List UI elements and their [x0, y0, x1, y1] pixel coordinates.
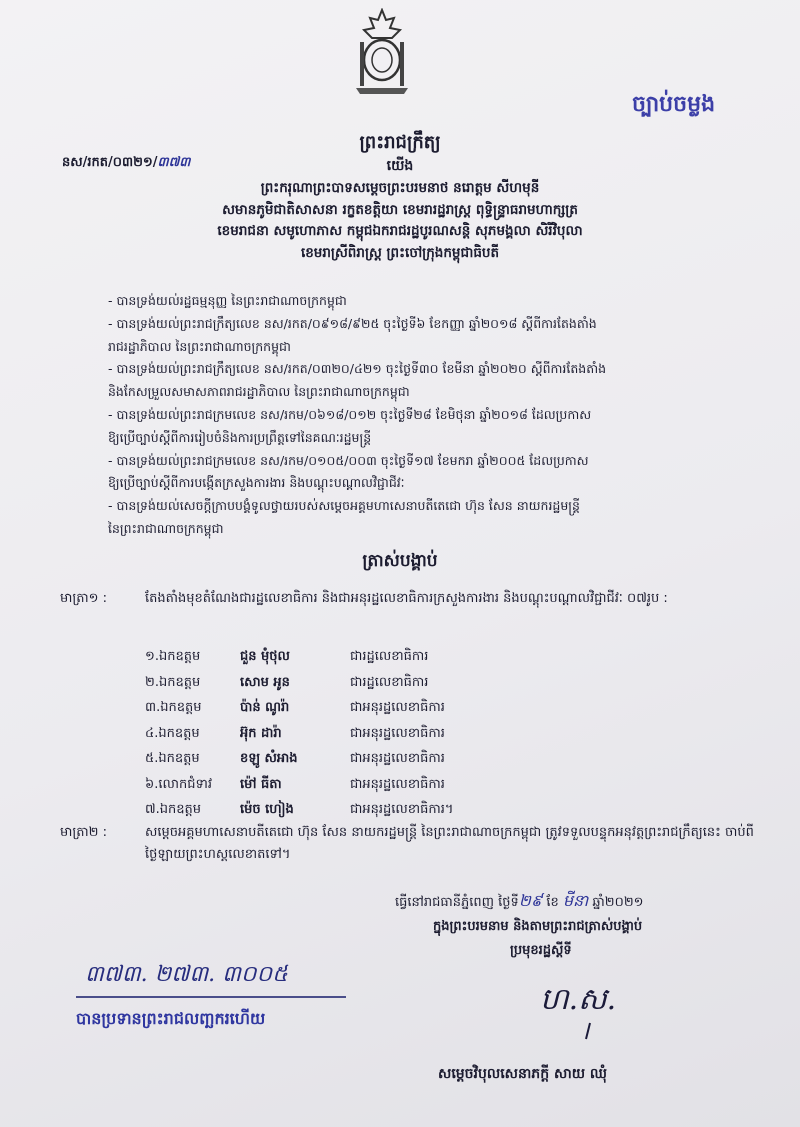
document-title: ព្រះរាជក្រឹត្យ	[359, 132, 441, 153]
king-line: ព្រះករុណាព្រះបាទសម្តេចព្រះបរមនាថ នរោត្តម សីហមុនី	[260, 180, 540, 196]
appointee-row	[145, 648, 453, 674]
reference-printed: នស/រកត/០៣២១/	[62, 155, 158, 170]
king-title-block	[0, 178, 800, 264]
copy-stamp: ច្បាប់ចម្លង	[632, 92, 716, 117]
appointee-title: ៥.ឯកឧត្តម	[145, 751, 200, 766]
appointee-position: ជាអនុរដ្ឋលេខាធិការ	[350, 725, 445, 741]
king-line: ខេមរាស្រីពិរាស្ត្រ ព្រះចៅក្រុងកម្ពុជាធិបតី	[300, 244, 500, 261]
visa-item: នៃព្រះរាជាណាចក្រកម្ពុជា	[108, 520, 224, 536]
visa-item: - បានទ្រង់យល់រដ្ឋធម្មនុញ្ញ នៃព្រះរាជាណាចក្រកម្ពុជា	[108, 293, 347, 308]
appointee-name: ម៉ៅ ធីតា	[240, 776, 282, 792]
appointee-title: ៦.លោកជំទាវ	[145, 776, 212, 792]
appointee-position: ជាអនុរដ្ឋលេខាធិការ	[350, 751, 445, 766]
article-text: តែងតាំងមុខតំណែងជារដ្ឋលេខាធិការ និងជាអនុរដ្ឋលេខាធិការក្រសួងការងារ និងបណ្តុះបណ្តាលវិជ្ជាជីវៈ ០៧រូប :	[145, 591, 668, 606]
appointee-row	[145, 699, 453, 725]
article-2	[60, 822, 780, 862]
appointee-position: ជាអនុរដ្ឋលេខាធិការ	[350, 700, 445, 715]
article-1	[60, 588, 780, 610]
visa-item: ឱ្យប្រើច្បាប់ស្តីពីការរៀបចំនិងការប្រព្រឹត្តទៅនៃគណៈរដ្ឋមន្ត្រី	[108, 429, 372, 445]
handwritten-signature: ហ.ស.	[540, 982, 617, 1017]
handwritten-registry-number: ៣៧៣. ២៧៣. ៣០០៥	[85, 962, 288, 987]
appointee-row	[145, 776, 453, 802]
appointee-name: ម៉េច ហៀង	[240, 802, 294, 817]
appointee-row	[145, 725, 453, 751]
visa-item: - បានទ្រង់យល់ព្រះរាជក្រមលេខ នស/រកម/០១០៥/០០៣ ចុះថ្ងៃទី១៧ ខែមករា ឆ្នាំ២០០៥ ដែលប្រកាស	[108, 452, 589, 468]
visa-item: រាជរដ្ឋាភិបាល នៃព្រះរាជាណាចក្រកម្ពុជា	[108, 338, 291, 354]
visa-item: - បានទ្រង់យល់ព្រះរាជក្រមលេខ នស/រកម/០៦១៨/០១២ ចុះថ្ងៃទី២៨ ខែមិថុនា ឆ្នាំ២០១៨ ដែលប្រកាស	[108, 406, 592, 422]
article-text: សម្តេចអគ្គមហាសេនាបតីតេជោ ហ៊ុន សែន នាយករដ្ឋមន្ត្រី នៃព្រះរាជាណាចក្រកម្ពុជា ត្រូវទទួលបន្ទុកអនុវត្តព្រះរាជក្រឹត្យនេះ ចាប់ពីថ្ងៃឡាយព្រះហស្តលេខាតទៅ។	[145, 825, 754, 862]
authority-line: ក្នុងព្រះបរមនាម និងតាមព្រះរាជត្រាស់បង្គាប់	[433, 919, 643, 934]
appointee-row	[145, 674, 453, 700]
visa-list	[108, 290, 788, 541]
month-prefix: ខែ	[542, 895, 563, 910]
date-line	[395, 890, 644, 914]
acting-head-line: ប្រមុខរដ្ឋស្តីទី	[510, 943, 572, 958]
appointee-title: ២.ឯកឧត្តម	[145, 674, 201, 690]
appointee-position: ជារដ្ឋលេខាធិការ	[350, 674, 429, 690]
appointee-name: អ៊ុក ដារ៉ា	[240, 725, 282, 741]
appointee-title: ៤.ឯកឧត្តម	[145, 725, 200, 741]
date-prefix: ធ្វើនៅរាជធានីភ្នំពេញ ថ្ងៃទី	[395, 895, 519, 910]
yoeng-heading: យើង	[386, 158, 414, 174]
appointee-list	[145, 648, 453, 827]
signer-name: សម្តេចវិបុលសេនាភក្តី សាយ ឈុំ	[438, 1066, 608, 1082]
decree-heading: ត្រាស់បង្គាប់	[362, 551, 438, 571]
appointee-title: ១.ឯកឧត្តម	[145, 649, 201, 664]
visa-item: និងកែសម្រួលសមាសភាពរាជរដ្ឋាភិបាល នៃព្រះរាជាណាចក្រកម្ពុជា	[108, 384, 410, 400]
appointee-name: ខឡូ សំអាង	[240, 751, 298, 766]
visa-item: - បានទ្រង់យល់ព្រះរាជក្រឹត្យលេខ នស/រកត/០៣២០/៤២១ ចុះថ្ងៃទី៣០ ខែមីនា ឆ្នាំ២០២០ ស្តីពីការតែងតាំង	[108, 361, 607, 377]
appointee-title: ៧.ឯកឧត្តម	[145, 802, 202, 817]
date-day-handwritten: ២៩	[518, 891, 543, 910]
visa-item: ឱ្យប្រើច្បាប់ស្តីពីការបង្កើតក្រសួងការងារ និងបណ្តុះបណ្តាលវិជ្ជាជីវៈ	[108, 475, 405, 491]
article-label: មាត្រា១ :	[60, 591, 107, 606]
appointee-position: ជាអនុរដ្ឋលេខាធិការ។	[350, 802, 454, 817]
appointee-row	[145, 750, 453, 776]
appointee-name: ប៉ាន់ ណូរ៉ា	[240, 700, 290, 715]
date-year: ឆ្នាំ២០២១	[588, 895, 644, 910]
visa-item: - បានទ្រង់យល់ព្រះរាជក្រឹត្យលេខ នស/រកត/០៩១៨/៩២៥ ចុះថ្ងៃទី៦ ខែកញ្ញា ឆ្នាំ២០១៨ ស្តីពីការតែងតាំង	[108, 315, 597, 331]
appointee-position: ជារដ្ឋលេខាធិការ	[350, 649, 429, 664]
appointee-position: ជាអនុរដ្ឋលេខាធិការ	[350, 776, 445, 792]
king-line: សមានភូមិជាតិសាសនា រក្ខតខត្តិយា ខេមរារដ្ឋរាស្ត្រ ពុទ្ធិន្ទ្រាធរាមហាក្សត្រ	[222, 201, 578, 218]
appointee-name: សោម អូន	[240, 674, 290, 690]
visa-item: - បានទ្រង់យល់សេចក្តីក្រាបបង្គំទូលថ្វាយរបស់សម្តេចអគ្គមហាសេនាបតីតេជោ ហ៊ុន សែន នាយករដ្ឋមន្ត្រី	[108, 498, 580, 514]
appointee-title: ៣.ឯកឧត្តម	[145, 700, 202, 715]
appointee-name: ជួន មុំថុល	[240, 649, 290, 664]
royal-emblem-icon	[350, 8, 414, 96]
date-month-handwritten: មីនា	[562, 891, 589, 910]
article-label: មាត្រា២ :	[60, 825, 107, 840]
reference-handwritten: ៣៧៣	[157, 155, 191, 170]
handwritten-underline	[76, 996, 346, 998]
signature-stroke-icon	[580, 1022, 596, 1040]
seal-applied-stamp: បានប្រទានព្រះរាជលញ្ឆករហើយ	[76, 1009, 266, 1028]
king-line: ខេមរាជនា សមូហោភាស កម្ពុជឯករាជរដ្ឋបូរណសន្តិ សុភមង្គលា សិរីវិបុលា	[217, 223, 583, 239]
